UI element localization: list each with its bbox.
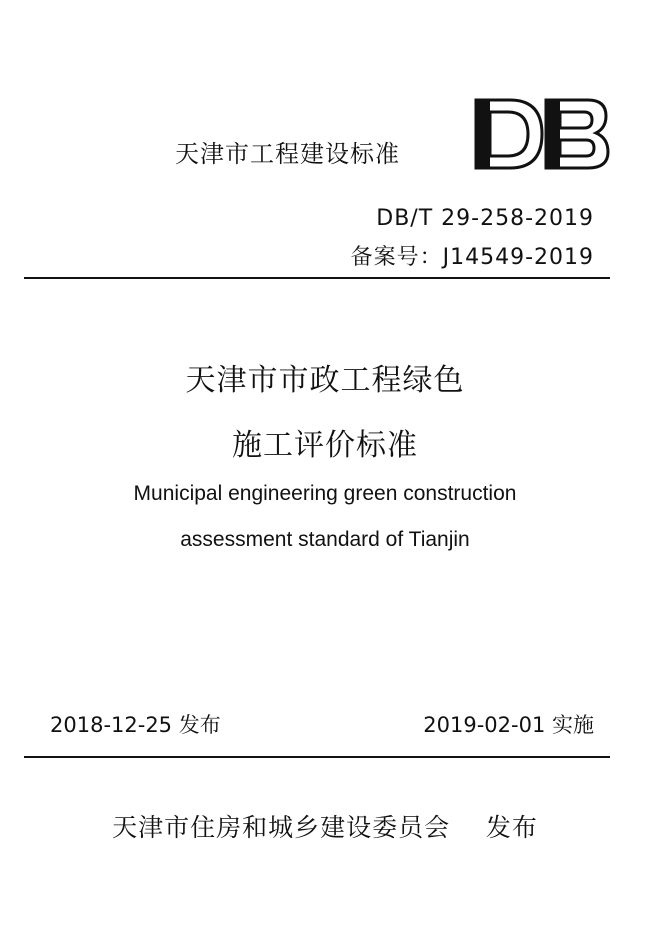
title-en-line1: Municipal engineering green construction [133, 482, 517, 505]
bottom-divider [24, 756, 610, 758]
issue-date: 2018-12-25 发布 [50, 713, 221, 737]
title-zh-line2: 施工评价标准 [232, 428, 418, 463]
record-number: 备案号：J14549-2019 [350, 245, 594, 270]
series-title: 天津市工程建设标准 [175, 140, 400, 168]
standard-number: DB/T 29-258-2019 [376, 206, 594, 231]
title-zh-line1: 天津市市政工程绿色 [185, 363, 465, 398]
effective-date: 2019-02-01 实施 [423, 713, 594, 737]
publisher: 天津市住房和城乡建设委员会 发布 [112, 813, 538, 842]
top-divider [24, 277, 610, 279]
title-en-line2: assessment standard of Tianjin [180, 528, 470, 551]
db-logo [472, 96, 612, 172]
